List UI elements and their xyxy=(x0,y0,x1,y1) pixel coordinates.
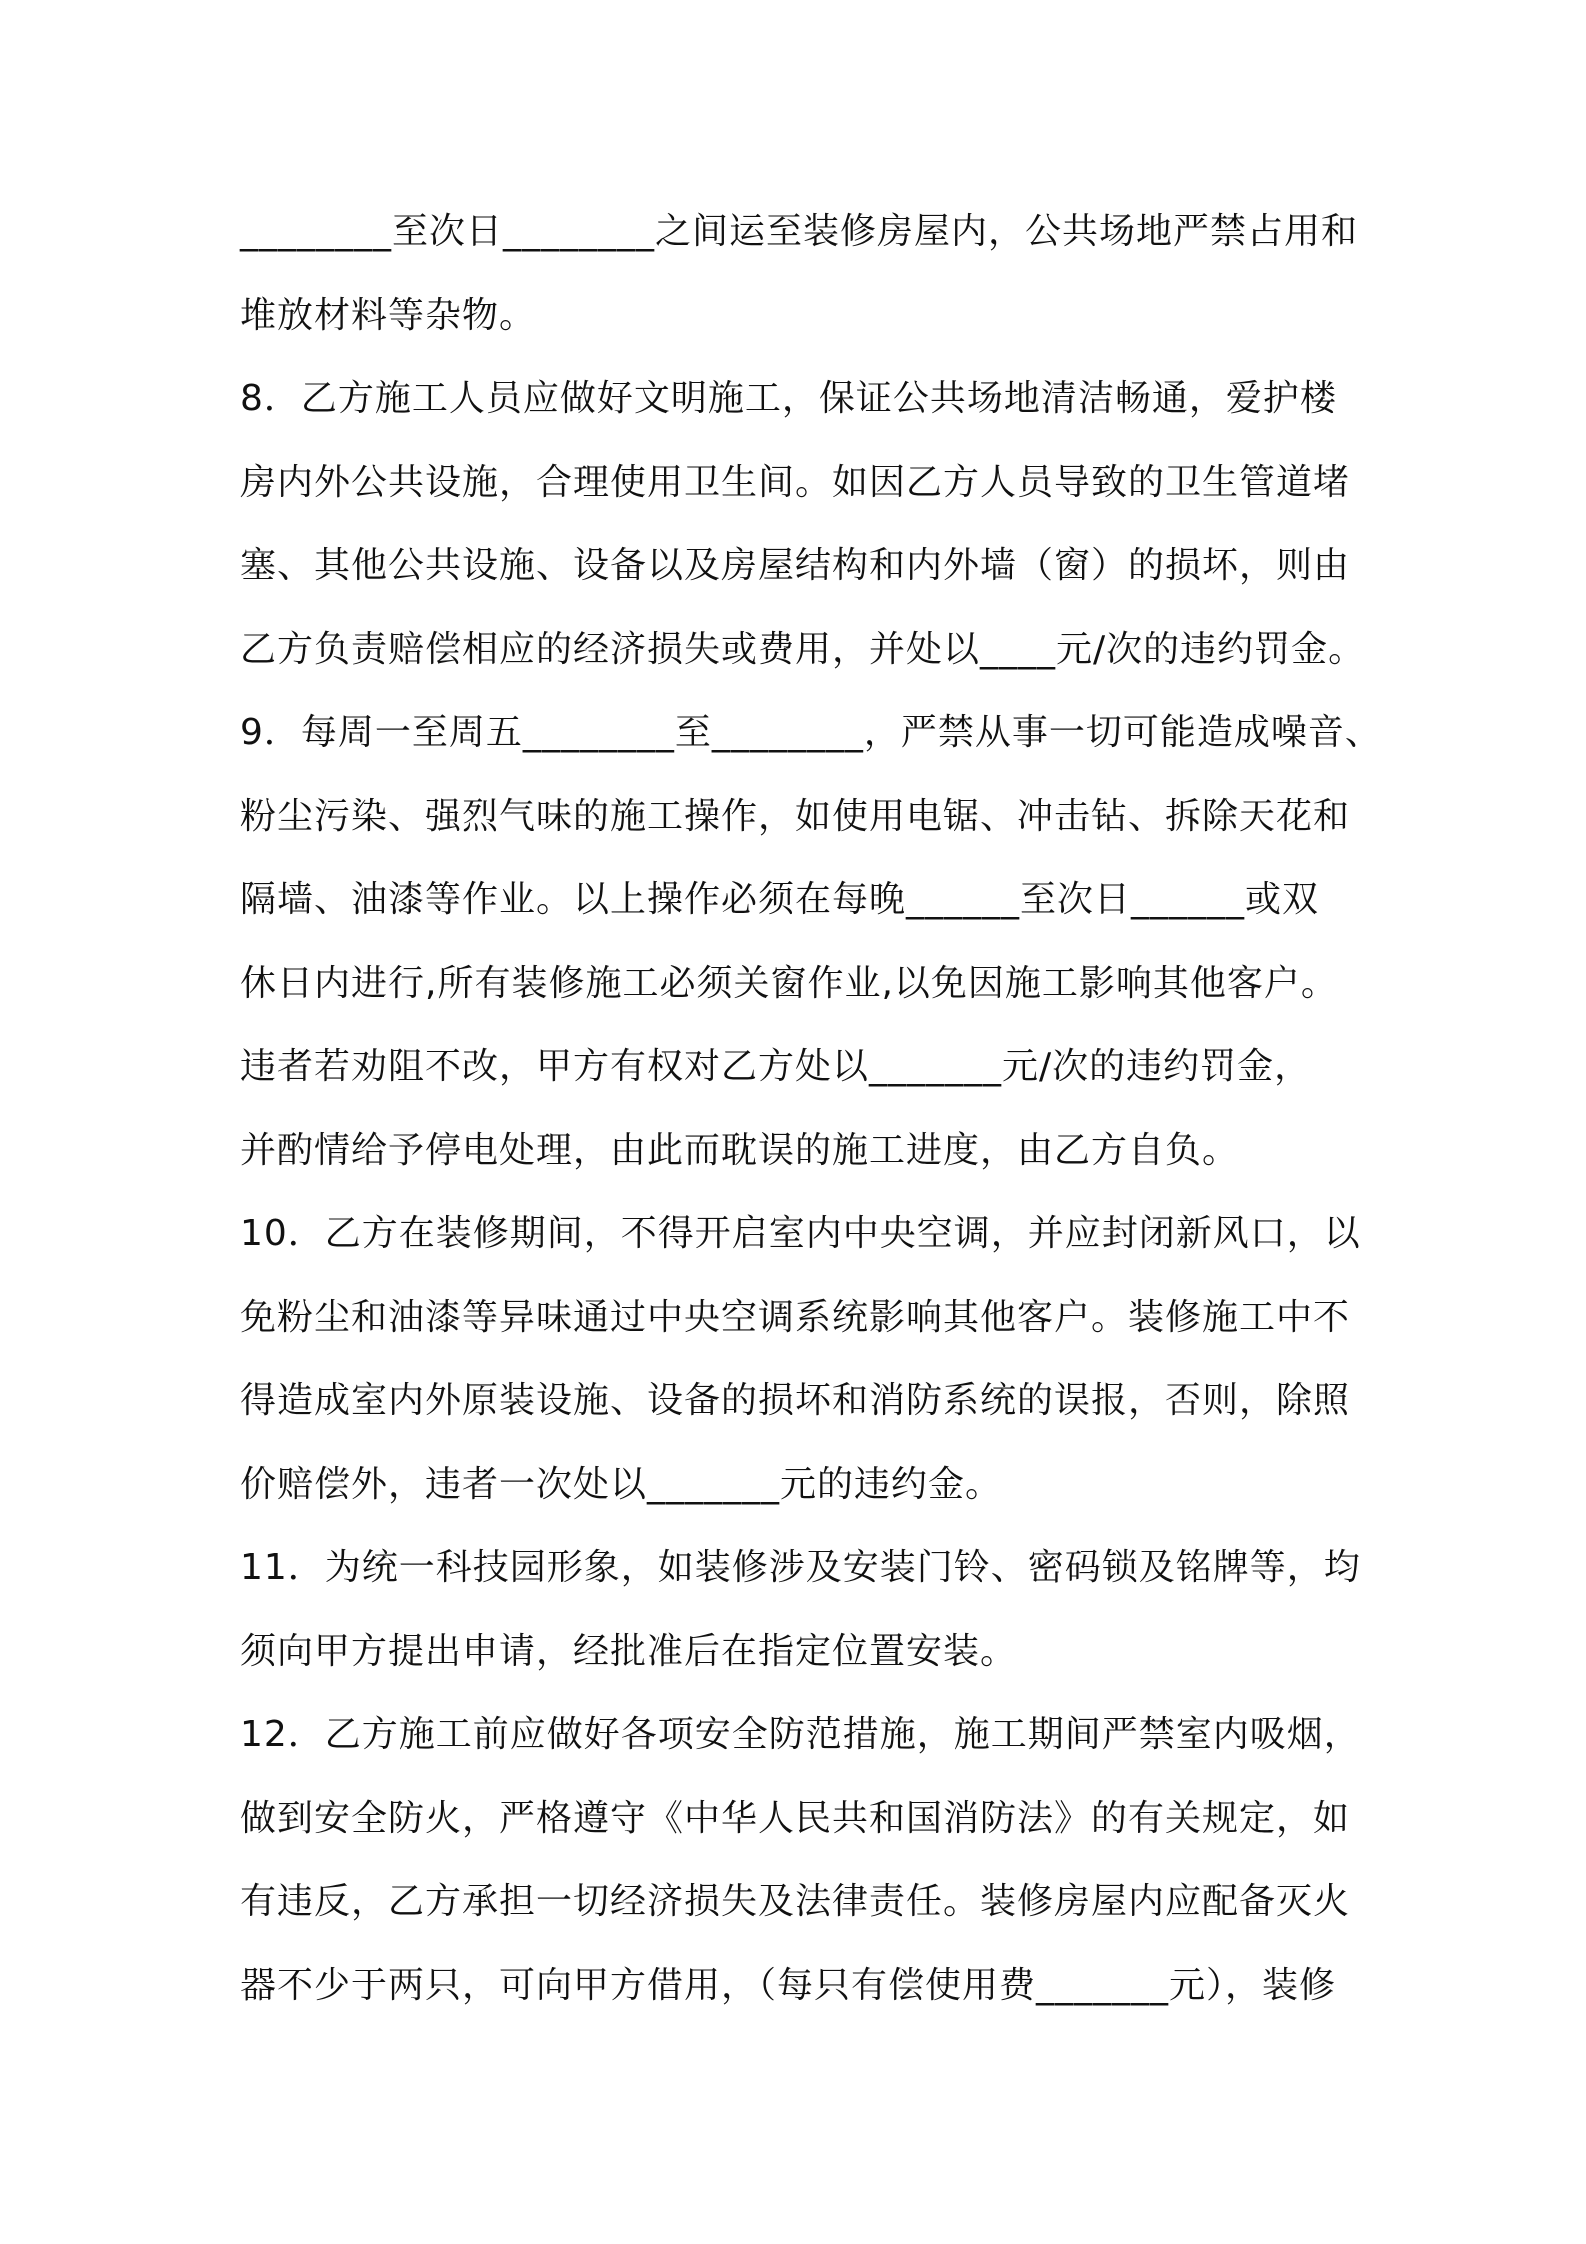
text-line: 隔墙、油漆等作业。以上操作必须在每晚______至次日______或双 xyxy=(240,879,1320,920)
text-line: 12．乙方施工前应做好各项安全防范措施，施工期间严禁室内吸烟， xyxy=(240,1714,1361,1755)
text-line: 塞、其他公共设施、设备以及房屋结构和内外墙（窗）的损坏，则由 xyxy=(240,545,1351,586)
text-line: ________至次日________之间运至装修房屋内，公共场地严禁占用和 xyxy=(240,211,1359,252)
text-line: 有违反，乙方承担一切经济损失及法律责任。装修房屋内应配备灭火 xyxy=(240,1881,1351,1922)
document-body xyxy=(240,190,1382,2027)
text-line: 须向甲方提出申请，经批准后在指定位置安装。 xyxy=(240,1630,1018,1672)
text-line: 乙方负责赔偿相应的经济损失或费用，并处以____元/次的违约罚金。 xyxy=(240,628,1366,670)
text-line: 做到安全防火，严格遵守《中华人民共和国消防法》的有关规定，如 xyxy=(240,1797,1351,1839)
text-line: 得造成室内外原装设施、设备的损坏和消防系统的误报，否则，除照 xyxy=(240,1380,1351,1421)
text-line: 休日内进行,所有装修施工必须关窗作业,以免因施工影响其他客户。 xyxy=(240,962,1338,1004)
text-line: 11．为统一科技园形象，如装修涉及安装门铃、密码锁及铭牌等，均 xyxy=(240,1547,1361,1588)
text-line: 10．乙方在装修期间，不得开启室内中央空调，并应封闭新风口，以 xyxy=(240,1213,1361,1254)
text-line: 价赔偿外，违者一次处以_______元的违约金。 xyxy=(240,1463,1003,1505)
text-line: 房内外公共设施，合理使用卫生间。如因乙方人员导致的卫生管道堵 xyxy=(240,461,1351,503)
text-line: 违者若劝阻不改，甲方有权对乙方处以_______元/次的违约罚金， xyxy=(240,1046,1312,1087)
text-line: 器不少于两只，可向甲方借用，（每只有偿使用费_______元），装修 xyxy=(240,1964,1337,2006)
text-line: 免粉尘和油漆等异味通过中央空调系统影响其他客户。装修施工中不 xyxy=(240,1296,1351,1338)
text-line: 并酌情给予停电处理，由此而耽误的施工进度，由乙方自负。 xyxy=(240,1129,1240,1171)
text-line: 堆放材料等杂物。 xyxy=(240,294,537,336)
text-line: 粉尘污染、强烈气味的施工操作，如使用电锯、冲击钻、拆除天花和 xyxy=(240,795,1351,837)
text-line: 8．乙方施工人员应做好文明施工，保证公共场地清洁畅通，爱护楼 xyxy=(240,378,1337,419)
text-line: 9．每周一至周五________至________，严禁从事一切可能造成噪音、 xyxy=(240,712,1382,753)
